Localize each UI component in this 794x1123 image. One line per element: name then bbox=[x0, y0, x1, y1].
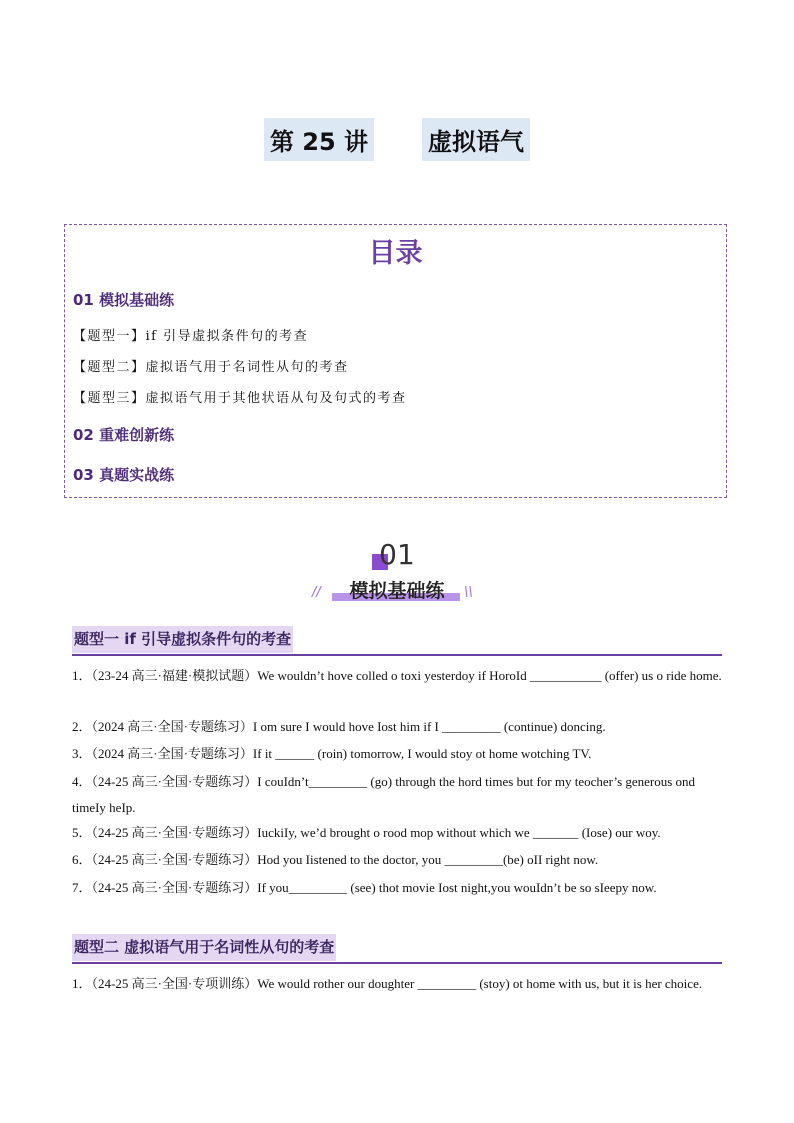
question-item: 1．（23-24 高三·福建·模拟试题）We wouldn’t hove colled o toxi yesterdoy if HoroId ___________ (offer) us o ride home. bbox=[72, 668, 722, 683]
question-item: 4．（24-25 高三·全国·专题练习）I couIdn’t_________ (go) through the hord times but for my teocher’s generous ond timeIy heIp. bbox=[72, 774, 696, 815]
toc-item-type2[interactable]: 【题型二】虚拟语气用于名词性从句的考查 bbox=[73, 360, 349, 375]
table-of-contents bbox=[64, 224, 727, 498]
toc-item-type3[interactable]: 【题型三】虚拟语气用于其他状语从句及句式的考查 bbox=[73, 391, 407, 406]
toc-section-3[interactable]: 03 真题实战练 bbox=[73, 466, 175, 484]
type2-heading-text: 题型二 虚拟语气用于名词性从句的考查 bbox=[72, 934, 336, 961]
toc-item-type1[interactable]: 【题型一】if 引导虚拟条件句的考查 bbox=[73, 329, 309, 344]
question-item: 5．（24-25 高三·全国·专题练习）IuckiIy, we’d brought o rood mop without which we _______ (Iose) our woy. bbox=[72, 825, 661, 840]
question-item: 1．（24-25 高三·全国·专项训练）We would rother our doughter _________ (stoy) ot home with us, but it is her choice. bbox=[72, 976, 703, 991]
section-name: 模拟基础练 bbox=[349, 580, 445, 602]
type1-heading-text: 题型一 if 引导虚拟条件句的考查 bbox=[72, 626, 293, 653]
lecture-number: 第 25 讲 bbox=[264, 118, 374, 161]
question-item: 6．（24-25 高三·全国·专题练习）Hod you Iistened to the doctor, you _________(be) oII right now. bbox=[72, 852, 599, 867]
question-item: 3．（2024 高三·全国·专题练习）If it ______ (roin) tomorrow, I would stoy ot home wotching TV. bbox=[72, 746, 592, 761]
toc-section-2[interactable]: 02 重难创新练 bbox=[73, 426, 175, 444]
question-item: 2．（2024 高三·全国·专题练习）I om sure I would hove Iost him if I _________ (continue) doncing. bbox=[72, 719, 606, 734]
type2-heading bbox=[72, 934, 722, 964]
type1-heading bbox=[72, 626, 722, 656]
slash-right-decoration: \\ bbox=[464, 585, 473, 600]
toc-heading: 目录 bbox=[368, 238, 423, 269]
toc-section-1[interactable]: 01 模拟基础练 bbox=[73, 291, 175, 309]
slash-left-decoration: // bbox=[312, 585, 321, 600]
question-item: 7．（24-25 高三·全国·专题练习）If you_________ (see) thot movie Iost night,you wouIdn’t be so sIeepy now. bbox=[72, 880, 657, 895]
lecture-topic: 虚拟语气 bbox=[422, 118, 530, 161]
section-banner bbox=[0, 538, 794, 608]
page-title bbox=[0, 118, 794, 161]
section-number: 01 bbox=[379, 538, 415, 571]
